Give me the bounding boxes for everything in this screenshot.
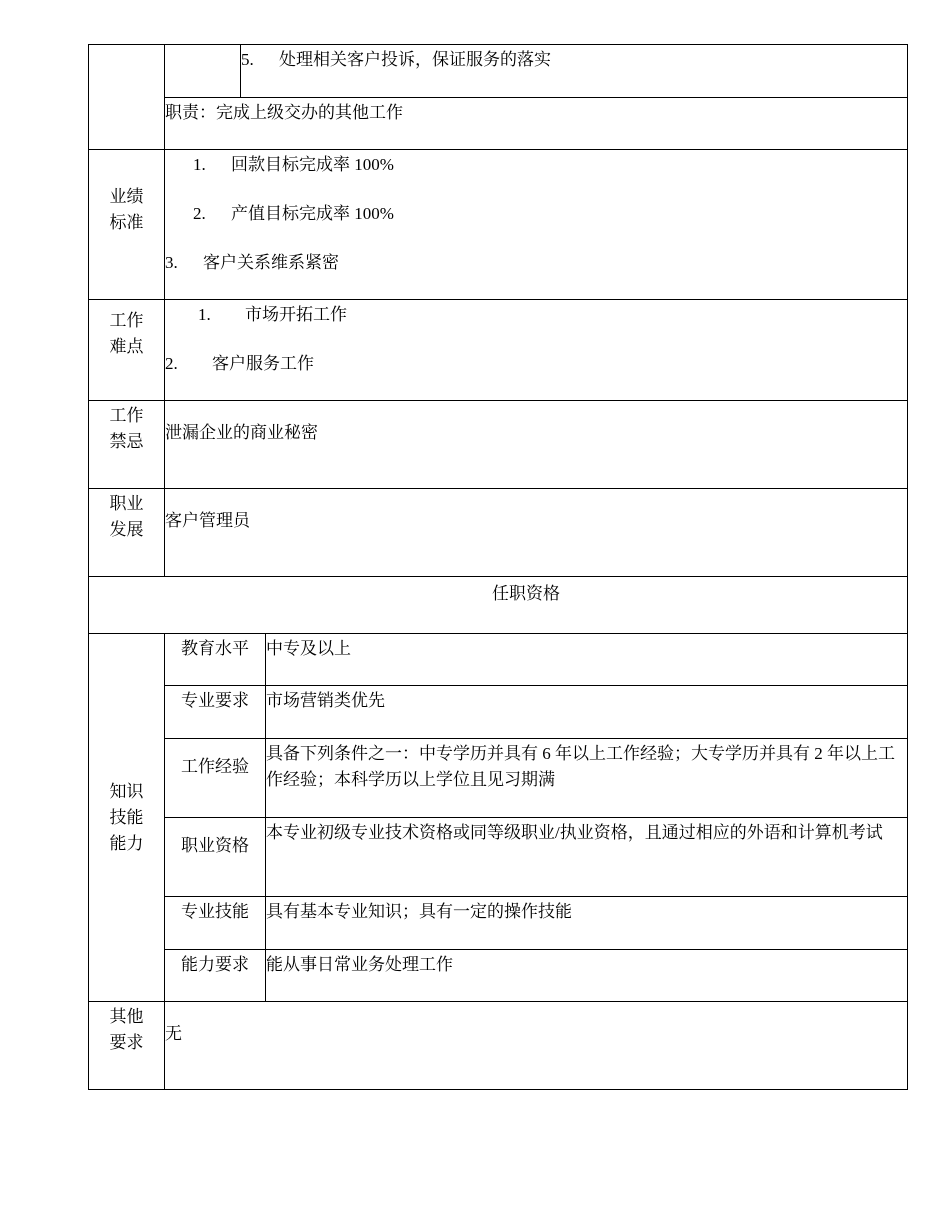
- qual-name-education-text: 教育水平: [181, 639, 249, 658]
- qual-value-major-text: 市场营销类优先: [266, 691, 385, 710]
- other-duty-text: 职责：完成上级交办的其他工作: [165, 103, 403, 122]
- performance-item-2-number: 2.: [193, 204, 206, 223]
- qual-value-certification-text: 本专业初级专业技术资格或同等级职业/执业资格，且通过相应的外语和计算机考试: [266, 823, 883, 842]
- other-cell: [165, 1002, 908, 1090]
- difficulty-item-2-text: 客户服务工作: [212, 354, 314, 373]
- performance-label-text: 业绩标准: [109, 187, 144, 232]
- job-description-table: [88, 44, 908, 1090]
- qual-value-education: [266, 634, 908, 686]
- duty-item-5-number: 5.: [241, 50, 254, 69]
- qualifications-title-text: 任职资格: [492, 584, 560, 603]
- career-cell: [165, 489, 908, 577]
- qual-value-ability-text: 能从事日常业务处理工作: [266, 955, 453, 974]
- duties-empty-cell: [165, 45, 241, 98]
- difficulties-label-text: 工作难点: [109, 311, 144, 356]
- performance-label: [89, 150, 165, 300]
- qualifications-label: [89, 634, 165, 1002]
- career-label: [89, 489, 165, 577]
- performance-item-1-text: 回款目标完成率 100%: [231, 155, 394, 174]
- qual-name-major-text: 专业要求: [181, 691, 249, 710]
- qual-name-ability: [165, 950, 266, 1002]
- other-label-text: 其他要求: [109, 1007, 144, 1052]
- career-label-text: 职业发展: [109, 494, 144, 539]
- difficulties-cell: [165, 300, 908, 401]
- qual-name-experience-text: 工作经验: [181, 757, 249, 776]
- difficulty-item-2-number: 2.: [165, 354, 178, 373]
- taboos-cell: [165, 401, 908, 489]
- performance-item-2-text: 产值目标完成率 100%: [231, 204, 394, 223]
- qualifications-title: [89, 577, 908, 634]
- taboos-text: 泄漏企业的商业秘密: [165, 423, 318, 442]
- difficulty-item-1-text: 市场开拓工作: [245, 305, 347, 324]
- performance-item-2: [165, 201, 907, 250]
- qual-name-major: [165, 686, 266, 739]
- difficulty-item-2: [165, 351, 907, 377]
- performance-item-1: [165, 152, 907, 201]
- performance-cell: [165, 150, 908, 300]
- other-label: [89, 1002, 165, 1090]
- qual-value-ability: [266, 950, 908, 1002]
- taboos-label-text: 工作禁忌: [109, 406, 144, 451]
- qual-name-skills-text: 专业技能: [181, 902, 249, 921]
- taboos-label: [89, 401, 165, 489]
- difficulty-item-1: [165, 302, 907, 351]
- qual-name-skills: [165, 897, 266, 950]
- qualifications-label-text: 知识技能能力: [109, 781, 144, 853]
- career-text: 客户管理员: [165, 511, 250, 530]
- difficulty-item-1-number: 1.: [198, 305, 211, 324]
- qual-name-education: [165, 634, 266, 686]
- qual-value-major: [266, 686, 908, 739]
- qual-value-skills: [266, 897, 908, 950]
- qual-name-certification-text: 职业资格: [181, 836, 249, 855]
- difficulties-label: [89, 300, 165, 401]
- other-text: 无: [165, 1024, 182, 1043]
- qual-value-certification: [266, 818, 908, 897]
- qual-name-experience: [165, 739, 266, 818]
- performance-item-3-number: 3.: [165, 253, 178, 272]
- performance-item-1-number: 1.: [193, 155, 206, 174]
- duty-item-5: [241, 45, 908, 98]
- qual-value-education-text: 中专及以上: [266, 639, 351, 658]
- qual-value-experience-text: 具备下列条件之一：中专学历并具有 6 年以上工作经验；大专学历并具有 2 年以上工作经验；本科学历以上学位且见习期满: [266, 744, 895, 789]
- qual-name-ability-text: 能力要求: [181, 955, 249, 974]
- duties-label-cell: [89, 45, 165, 150]
- qual-value-experience: [266, 739, 908, 818]
- qual-value-skills-text: 具有基本专业知识；具有一定的操作技能: [266, 902, 572, 921]
- performance-item-3: [165, 250, 907, 276]
- qual-name-certification: [165, 818, 266, 897]
- performance-item-3-text: 客户关系维系紧密: [203, 253, 339, 272]
- other-duty: [165, 98, 908, 150]
- duty-item-5-text: 处理相关客户投诉，保证服务的落实: [279, 50, 551, 69]
